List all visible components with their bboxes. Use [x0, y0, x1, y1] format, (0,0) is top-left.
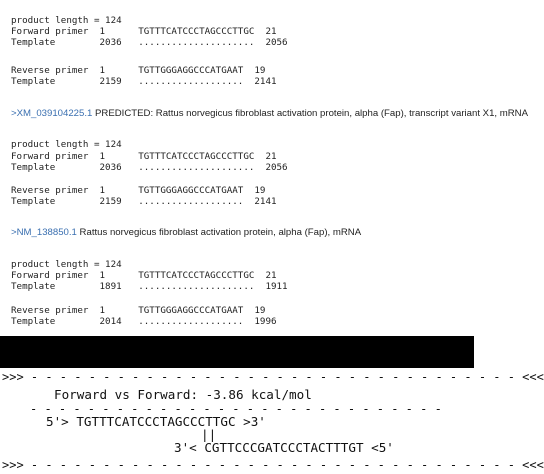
template-row: Template 2014 ................... 1996 — [11, 316, 277, 327]
hit-title — [11, 227, 361, 238]
reverse-primer-row: Reverse primer 1 TGTTGGGAGGCCCATGAAT 19 — [11, 305, 266, 316]
forward-primer-row: Forward primer 1 TGTTTCATCCCTAGCCCTTGC 21 — [11, 26, 277, 37]
divider-band — [0, 336, 474, 368]
sequence-top: 5'> TGTTTCATCCCTAGCCCTTGC >3' — [46, 414, 266, 429]
template-row: Template 2159 ................... 2141 — [11, 196, 277, 207]
reverse-primer-row: Reverse primer 1 TGTTGGGAGGCCCATGAAT 19 — [11, 185, 266, 196]
product-length: product length = 124 — [11, 15, 122, 26]
product-length: product length = 124 — [11, 259, 122, 270]
hit-title — [11, 108, 528, 119]
hit-marker: > — [11, 227, 17, 238]
hit-description: Rattus norvegicus fibroblast activation protein, alpha (Fap), mRNA — [76, 227, 362, 238]
dimer-title: Forward vs Forward: -3.86 kcal/mol — [54, 387, 312, 402]
forward-primer-row: Forward primer 1 TGTTTCATCCCTAGCCCTTGC 21 — [11, 151, 277, 162]
bond-marks: || — [201, 427, 217, 442]
product-length: product length = 124 — [11, 139, 122, 150]
hit-description: PREDICTED: Rattus norvegicus fibroblast activation protein, alpha (Fap), transcript variant X1, mRNA — [92, 108, 528, 119]
primer-dimer-panel — [0, 368, 544, 474]
template-row: Template 2036 ..................... 2056 — [11, 162, 288, 173]
bottom-rule: >>> - - - - - - - - - - - - - - - - - - - - - - - - - - - - - - - - - - <<< — [2, 458, 544, 472]
reverse-primer-row: Reverse primer 1 TGTTGGGAGGCCCATGAAT 19 — [11, 65, 266, 76]
sequence-bottom: 3'< CGTTCCCGATCCCTACTTTGT <5' — [174, 440, 394, 455]
accession-link[interactable]: XM_039104225.1 — [16, 108, 93, 119]
template-row: Template 2159 ................... 2141 — [11, 76, 277, 87]
forward-primer-row: Forward primer 1 TGTTTCATCCCTAGCCCTTGC 21 — [11, 270, 277, 281]
template-row: Template 1891 ..................... 1911 — [11, 281, 288, 292]
template-row: Template 2036 ..................... 2056 — [11, 37, 288, 48]
top-rule: >>> - - - - - - - - - - - - - - - - - - - - - - - - - - - - - - - - - - <<< — [2, 370, 544, 384]
accession-link[interactable]: NM_138850.1 — [16, 227, 77, 238]
hit-marker: > — [11, 108, 17, 119]
mid-rule: - - - - - - - - - - - - - - - - - - - - - - - - - - - - - — [30, 402, 442, 416]
